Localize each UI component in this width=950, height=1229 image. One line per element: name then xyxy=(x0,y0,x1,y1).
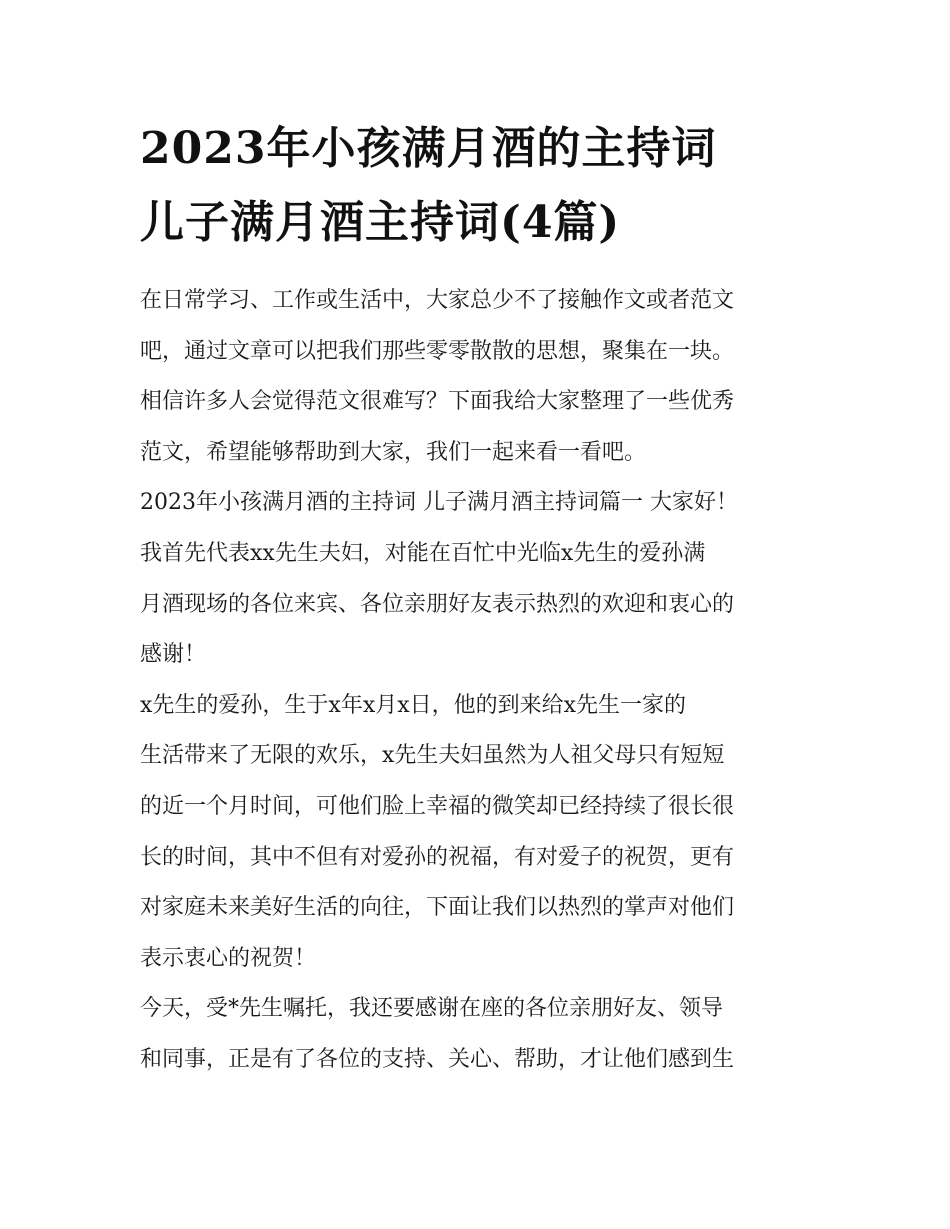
body-line: 在日常学习、工作或生活中，大家总少不了接触作文或者范文 xyxy=(140,288,735,313)
body-line: 和同事，正是有了各位的支持、关心、帮助，才让他们感到生 xyxy=(140,1046,735,1072)
body-line: 生活带来了无限的欢乐，x先生夫妇虽然为人祖父母只有短短 xyxy=(140,743,725,769)
body-line: 我首先代表xx先生夫妇，对能在百忙中光临x先生的爱孙满 xyxy=(140,540,706,566)
body-line: 吧，通过文章可以把我们那些零零散散的思想，聚集在一块。 xyxy=(140,338,735,364)
body-line: x先生的爱孙，生于x年x月x日，他的到来给x先生一家的 xyxy=(140,692,687,718)
body-line: 月酒现场的各位来宾、各位亲朋好友表示热烈的欢迎和衷心的 xyxy=(140,591,735,617)
body-line: 表示衷心的祝贺！ xyxy=(140,945,317,971)
body-line: 的近一个月时间，可他们脸上幸福的微笑却已经持续了很长很 xyxy=(140,793,735,819)
body-line: 长的时间，其中不但有对爱孙的祝福，有对爱子的祝贺，更有 xyxy=(140,844,735,870)
body-line: 相信许多人会觉得范文很难写？下面我给大家整理了一些优秀 xyxy=(140,389,735,415)
body-line: 范文，希望能够帮助到大家，我们一起来看一看吧。 xyxy=(140,439,647,465)
title-line-1: 2023年小孩满月酒的主持词 xyxy=(140,123,717,174)
document-body xyxy=(140,276,820,1086)
document-title xyxy=(140,112,820,260)
body-line: 对家庭未来美好生活的向往，下面让我们以热烈的掌声对他们 xyxy=(140,895,735,921)
body-line: 2023年小孩满月酒的主持词 儿子满月酒主持词篇一 大家好！ xyxy=(140,490,738,516)
body-line: 感谢！ xyxy=(140,642,207,668)
title-line-2: 儿子满月酒主持词(4篇) xyxy=(140,197,621,248)
body-line: 今天，受*先生嘱托，我还要感谢在座的各位亲朋好友、领导 xyxy=(140,996,724,1022)
